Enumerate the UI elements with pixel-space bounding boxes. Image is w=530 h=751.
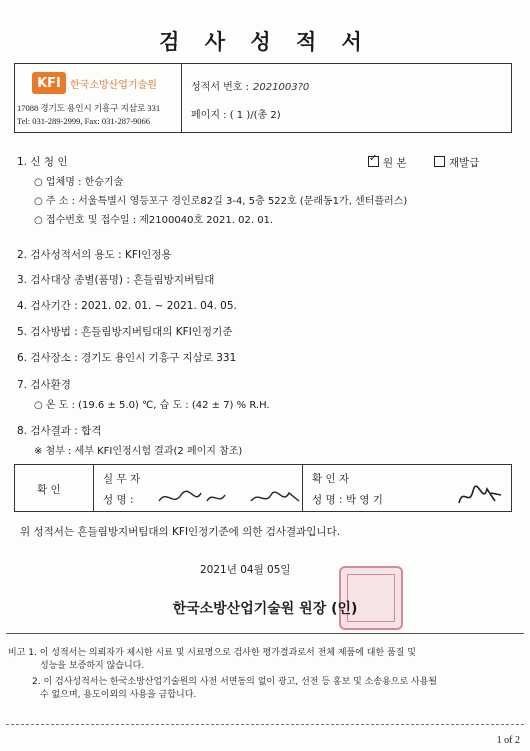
original-label: 원 본 bbox=[383, 157, 407, 169]
signature-table bbox=[14, 464, 512, 512]
reissue-checkbox bbox=[434, 156, 445, 167]
notes-divider bbox=[6, 633, 524, 634]
cert-number-value: 2021003?0 bbox=[253, 82, 310, 93]
section-period: 4. 검사기간 : 2021. 02. 01. ~ 2021. 04. 05. bbox=[17, 300, 237, 312]
table-divider bbox=[302, 465, 303, 511]
reissue-option bbox=[434, 155, 479, 170]
table-divider bbox=[93, 465, 94, 511]
original-option bbox=[368, 155, 407, 170]
original-checkbox bbox=[368, 156, 379, 167]
worker-label: 실 무 자 bbox=[103, 473, 141, 485]
cert-number bbox=[191, 78, 309, 93]
document-title: 검 사 성 적 서 bbox=[159, 30, 371, 54]
logo-text: 한국소방산업기술원 bbox=[70, 79, 157, 91]
statement-text: 위 성적서는 흔들림방지버팀대의 KFI인정기준에 의한 검사결과입니다. bbox=[20, 526, 341, 538]
cert-number-label: 성적서 번호 : bbox=[191, 82, 250, 93]
logo-mark: KFI bbox=[32, 72, 66, 94]
checker-name-label: 성 명 : 박 영 기 bbox=[312, 494, 383, 506]
issue-date: 2021년 04월 05일 bbox=[200, 564, 291, 576]
kfi-logo bbox=[32, 70, 164, 96]
worker-signature bbox=[155, 487, 305, 513]
note-2-line-2: 수 없으며, 용도이외의 사용을 금합니다. bbox=[40, 690, 197, 700]
issuer-contact: Tel: 031-289-2999, Fax: 031-287-9066 bbox=[17, 116, 151, 126]
section-environment: 7. 검사환경 bbox=[17, 379, 71, 391]
section-result: 8. 검사결과 : 합격 bbox=[17, 425, 102, 437]
environment-values: ○ 온 도 : (19.6 ± 5.0) ℃, 습 도 : (42 ± 7) % R.H. bbox=[34, 400, 270, 411]
header-divider bbox=[181, 64, 182, 132]
company-name: ○ 업체명 : 한승기술 bbox=[34, 177, 124, 188]
company-address: ○ 주 소 : 서울특별시 영등포구 경인로82길 3-4, 5층 522호 (문래동1가, 센터플러스) bbox=[34, 196, 408, 207]
section-location: 6. 검사장소 : 경기도 용인시 기흥구 지삼로 331 bbox=[17, 352, 237, 364]
section-product: 3. 검사대상 종별(품명) : 흔들림방지버팀대 bbox=[17, 274, 215, 286]
issuer-address: 17088 경기도 용인시 기흥구 지삼로 331 bbox=[17, 103, 161, 113]
receipt-info: ○ 접수번호 및 접수일 : 제2100040호 2021. 02. 01. bbox=[34, 215, 274, 226]
section-purpose: 2. 검사성적서의 용도 : KFI인정용 bbox=[17, 249, 172, 261]
section-applicant: 1. 신 청 인 bbox=[17, 156, 68, 168]
note-1-line-2: 성능을 보증하지 않습니다. bbox=[40, 661, 145, 671]
worker-name-label: 성 명 : bbox=[103, 494, 134, 506]
checker-label: 확 인 자 bbox=[312, 473, 350, 485]
checker-signature bbox=[455, 483, 505, 513]
header-box bbox=[14, 63, 512, 133]
section-method: 5. 검사방법 : 흔들림방지버팀대의 KFI인정기준 bbox=[17, 326, 233, 338]
confirm-label: 확 인 bbox=[37, 484, 61, 496]
note-2-line-1: 2. 이 검사성적서는 한국소방산업기술원의 사전 서면동의 없이 광고, 선전 등 홍보 및 소송용으로 사용될 bbox=[32, 677, 438, 687]
note-1-line-1: 비고 1. 이 성적서는 의뢰자가 제시한 시료 및 시료명으로 검사한 평가결과로서 전체 제품에 대한 품질 및 bbox=[8, 648, 416, 658]
page-number: 1 of 2 bbox=[496, 735, 520, 746]
page-count: 페이지 : ( 1 )/(총 2) bbox=[191, 110, 281, 121]
footer-divider bbox=[6, 724, 524, 725]
issuer-name: 한국소방산업기술원 원장 (인) bbox=[172, 601, 358, 617]
attachment-note: ※ 첨부 : 세부 KFI인정시험 결과(2 페이지 참조) bbox=[34, 446, 243, 457]
reissue-label: 재발급 bbox=[449, 157, 480, 169]
